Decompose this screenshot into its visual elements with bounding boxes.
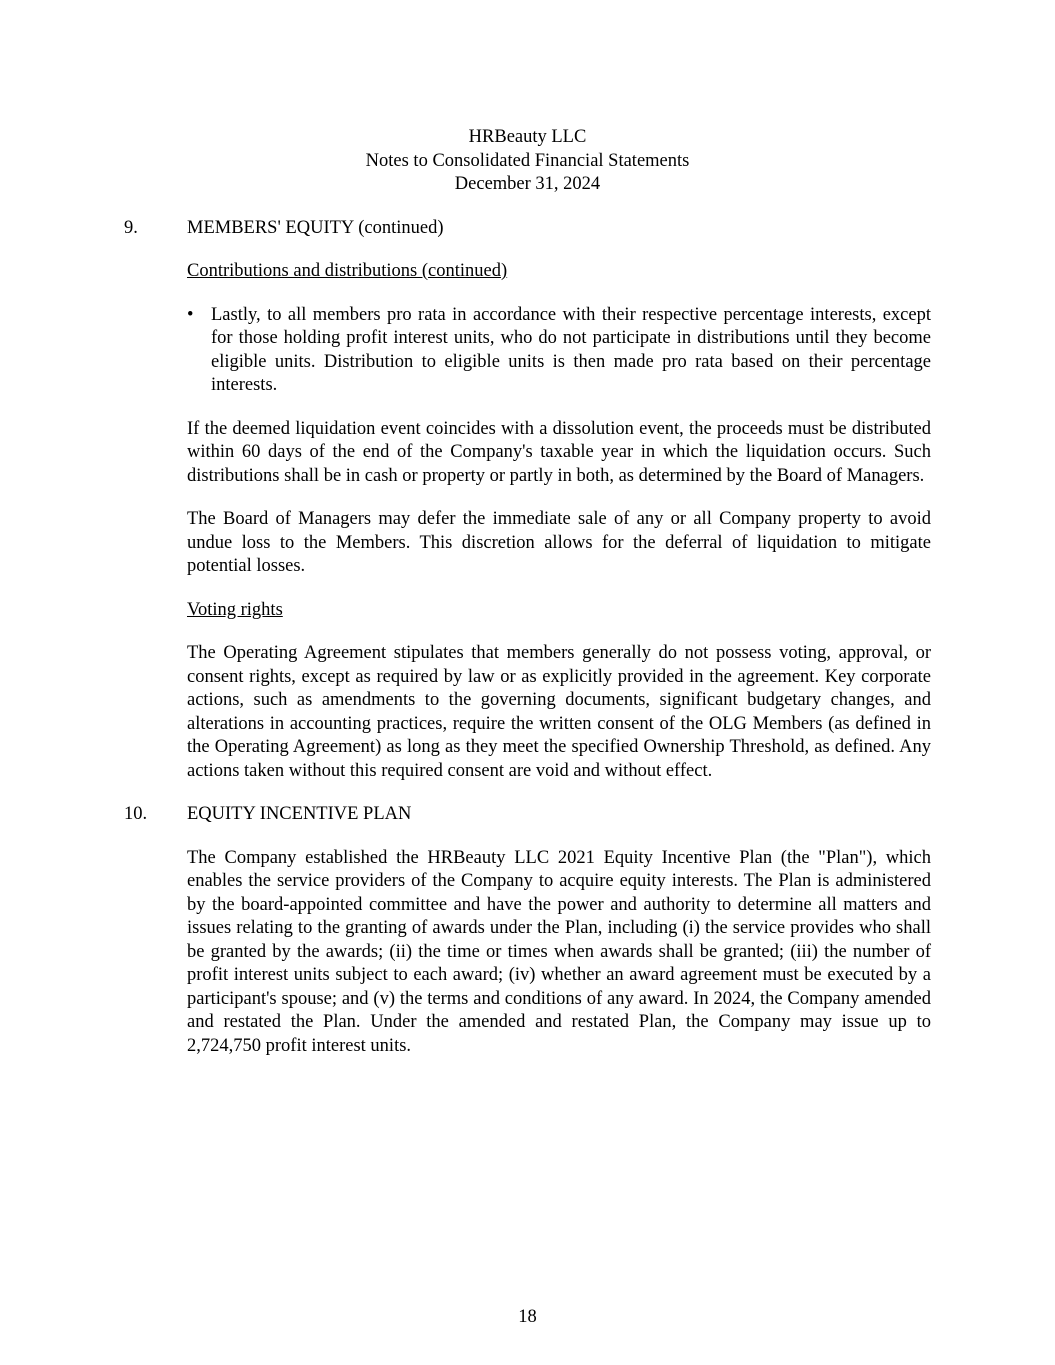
paragraph-liquidation: If the deemed liquidation event coincides with a dissolution event, the proceeds must be distributed within 60 days of the end of the Company's taxable year in which the liquidation occurs. Such distributions shall be in cash or property or partly in both, as determined by the Board of Managers. bbox=[187, 418, 931, 486]
bullet-icon: • bbox=[187, 304, 194, 325]
section-heading-members-equity bbox=[124, 217, 931, 241]
document-date: December 31, 2024 bbox=[454, 174, 601, 194]
section-heading-equity-incentive-plan bbox=[124, 803, 931, 827]
document-footer bbox=[0, 1306, 1055, 1330]
section-equity-incentive-plan bbox=[124, 803, 931, 1058]
bullet-text-pro-rata: Lastly, to all members pro rata in accordance with their respective percentage interests, except for those holding profit interest units, who do not participate in distributions until they become eligible units. Distribution to eligible units is then made pro rata based on their percentage interests. bbox=[211, 304, 931, 395]
paragraph-deferral: The Board of Managers may defer the immediate sale of any or all Company property to avoid undue loss to the Members. This discretion allows for the deferral of liquidation to mitigate potential losses. bbox=[187, 509, 931, 576]
document-title: Notes to Consolidated Financial Statements bbox=[365, 150, 690, 171]
section-title: MEMBERS' EQUITY (continued) bbox=[187, 217, 444, 238]
section-body bbox=[187, 847, 931, 1059]
section-title: EQUITY INCENTIVE PLAN bbox=[187, 804, 412, 824]
paragraph-voting: The Operating Agreement stipulates that members generally do not possess voting, approval, or consent rights, except as required by law or as explicitly provided in the agreement. Key corporate actions, such as amendments to the governing documents, significant budgetary changes, and alterations in accounting practices, require the written consent of the OLG Members (as defined in the Operating Agreement) as long as they meet the specified Ownership Threshold, as defined. Any actions taken without this required consent are void and without effect. bbox=[187, 643, 931, 781]
company-name: HRBeauty LLC bbox=[468, 127, 587, 147]
bullet-item bbox=[187, 304, 931, 398]
subheading-voting-rights: Voting rights bbox=[187, 599, 283, 620]
subheading-contributions-distributions: Contributions and distributions (continued) bbox=[187, 261, 508, 281]
section-members-equity bbox=[124, 217, 931, 784]
paragraph-equity-incentive-plan: The Company established the HRBeauty LLC 2021 Equity Incentive Plan (the "Plan"), which enables the service providers of the Company to acquire equity interests. The Plan is administered by the board-appointed committee and have the power and authority to determine all matters and issues relating to the granting of awards under the Plan, including (i) the service provides who shall be granted by the awards; (ii) the time or times when awards shall be granted; (iii) the number of profit interest units subject to each award; (iv) whether an award agreement must be executed by a participant's spouse; and (v) the terms and conditions of any award. In 2024, the Company amended and restated the Plan. Under the amended and restated Plan, the Company may issue up to 2,724,750 profit interest units. bbox=[187, 847, 931, 1056]
document-header bbox=[124, 126, 931, 197]
page-number: 18 bbox=[518, 1307, 537, 1327]
section-number: 9. bbox=[124, 217, 138, 238]
section-body bbox=[187, 260, 931, 783]
section-number: 10. bbox=[124, 804, 148, 824]
